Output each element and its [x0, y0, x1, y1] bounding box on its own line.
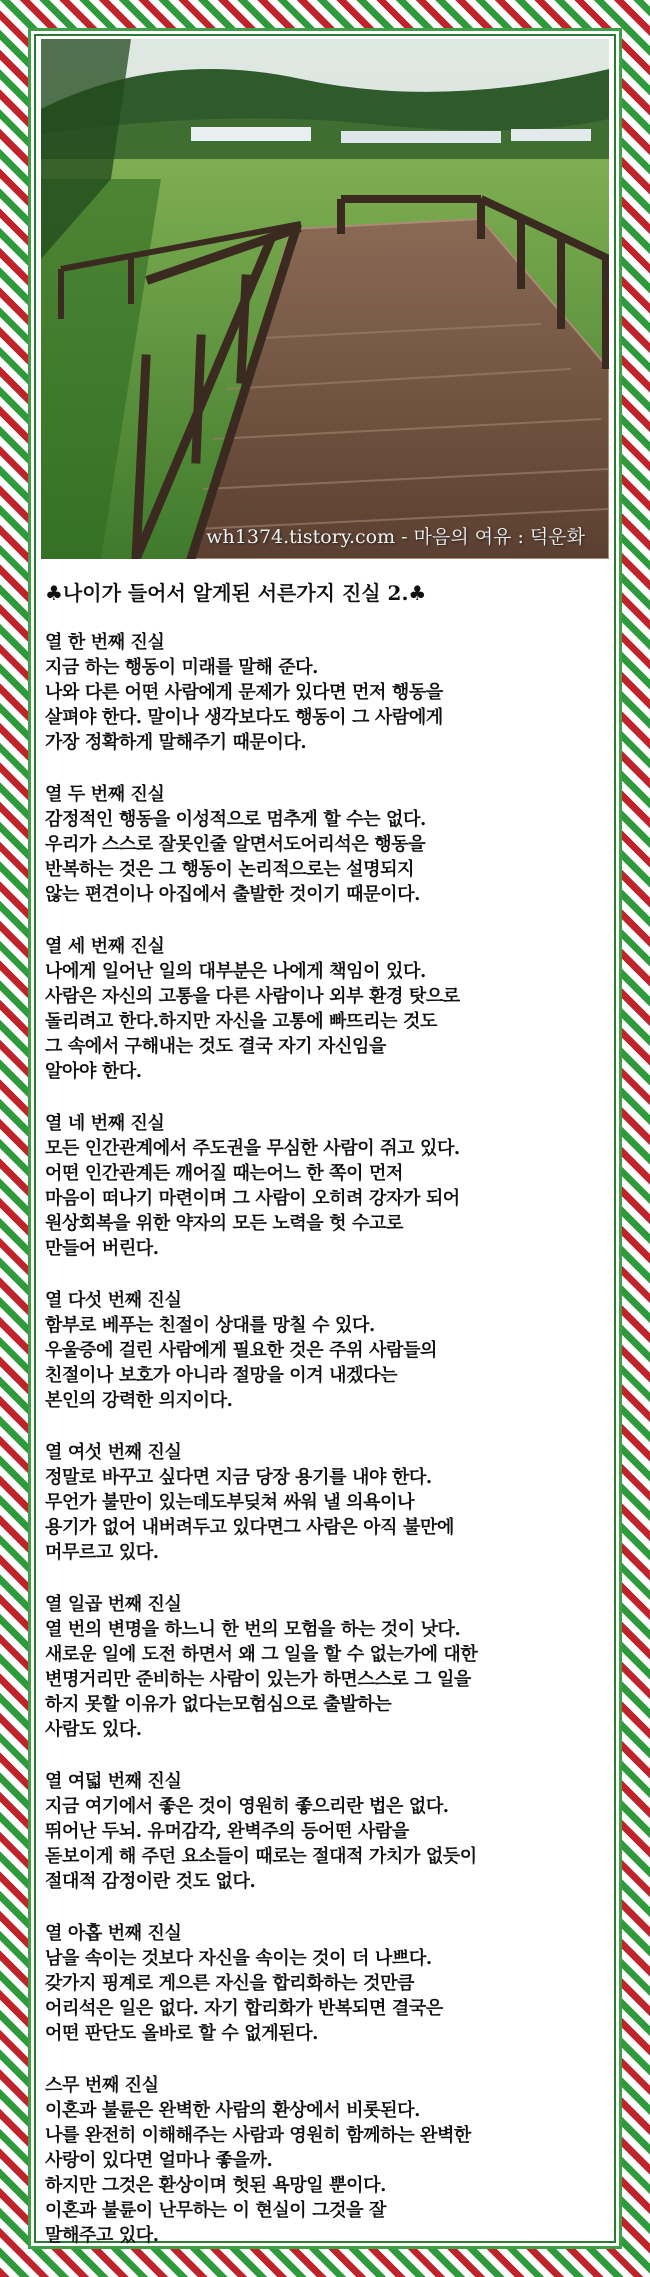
truth-line: 어떤 인간관계든 깨어질 때는어느 한 쪽이 먼저	[45, 1163, 403, 1184]
truth-18	[45, 1769, 611, 1894]
truth-title: 열 네 번째 진실	[45, 1113, 165, 1134]
truth-line: 말해주고 있다.	[45, 2225, 159, 2246]
truth-line: 절대적 감정이란 것도 없다.	[45, 1871, 256, 1892]
truth-line: 나와 다른 어떤 사람에게 문제가 있다면 먼저 행동을	[45, 682, 443, 703]
truth-line: 반복하는 것은 그 행동이 논리적으로는 설명되지	[45, 859, 415, 880]
truth-line: 하지만 그것은 환상이며 헛된 욕망일 뿐이다.	[45, 2175, 386, 2196]
truth-line: 새로운 일에 도전 하면서 왜 그 일을 할 수 없는가에 대한	[45, 1644, 478, 1665]
truth-line: 정말로 바꾸고 싶다면 지금 당장 용기를 내야 한다.	[45, 1467, 432, 1488]
truth-20	[45, 2073, 611, 2248]
truth-line: 머무르고 있다.	[45, 1542, 159, 1563]
truth-15	[45, 1288, 611, 1413]
truth-line: 돋보이게 해 주던 요소들이 때로는 절대적 가치가 없듯이	[45, 1846, 477, 1867]
truth-line: 지금 여기에서 좋은 것이 영원히 좋으리란 법은 없다.	[45, 1796, 449, 1817]
truth-line: 알아야 한다.	[45, 1061, 142, 1082]
truth-title: 열 한 번째 진실	[45, 632, 165, 653]
truth-line: 돌리려고 한다.하지만 자신을 고통에 빠뜨리는 것도	[45, 1011, 437, 1032]
truth-title: 열 여섯 번째 진실	[45, 1442, 182, 1463]
truth-13	[45, 934, 611, 1084]
truth-line: 어떤 판단도 올바로 할 수 없게된다.	[45, 2023, 319, 2044]
truth-title: 열 일곱 번째 진실	[45, 1594, 182, 1615]
truth-line: 감정적인 행동을 이성적으로 멈추게 할 수는 없다.	[45, 809, 426, 830]
boardwalk-rice-field-image	[41, 39, 609, 559]
truth-title: 스무 번째 진실	[45, 2075, 159, 2096]
truth-line: 지금 하는 행동이 미래를 말해 준다.	[45, 657, 319, 678]
truth-title: 열 두 번째 진실	[45, 784, 165, 805]
truth-line: 만들어 버린다.	[45, 1238, 159, 1259]
truth-line: 이혼과 불륜이 난무하는 이 현실이 그것을 잘	[45, 2200, 386, 2221]
truth-line: 그 속에서 구해내는 것도 결국 자기 자신임을	[45, 1036, 386, 1057]
truth-line: 남을 속이는 것보다 자신을 속이는 것이 더 나쁘다.	[45, 1948, 432, 1969]
truth-line: 뛰어난 두뇌. 유머감각, 완벽주의 등어떤 사람을	[45, 1821, 409, 1842]
truth-line: 친절이나 보호가 아니라 절망을 이겨 내겠다는	[45, 1365, 398, 1386]
boardwalk-photo	[41, 39, 609, 559]
truth-line: 마음이 떠나기 마련이며 그 사람이 오히려 강자가 되어	[45, 1188, 460, 1209]
truth-line: 무언가 불만이 있는데도부딪쳐 싸워 낼 의욕이나	[45, 1492, 415, 1513]
article-body	[45, 577, 611, 2275]
truth-line: 모든 인간관계에서 주도권을 무심한 사람이 쥐고 있다.	[45, 1138, 460, 1159]
truth-17	[45, 1592, 611, 1742]
truth-title: 열 세 번째 진실	[45, 936, 165, 957]
truth-line: 하지 못할 이유가 없다는모험심으로 출발하는	[45, 1694, 392, 1715]
truth-line: 변명거리만 준비하는 사람이 있는가 하면스스로 그 일을	[45, 1669, 471, 1690]
truth-16	[45, 1440, 611, 1565]
truth-line: 사람도 있다.	[45, 1719, 142, 1740]
truth-line: 용기가 없어 내버려두고 있다면그 사람은 아직 불만에	[45, 1517, 454, 1538]
decorative-frame	[28, 28, 622, 2249]
truth-line: 나에게 일어난 일의 대부분은 나에게 책임이 있다.	[45, 961, 426, 982]
truth-line: 원상회복을 위한 약자의 모든 노력을 헛 수고로	[45, 1213, 403, 1234]
truth-title: 열 여덟 번째 진실	[45, 1771, 182, 1792]
truth-line: 어리석은 일은 없다. 자기 합리화가 반복되면 결국은	[45, 1998, 443, 2019]
truth-12	[45, 782, 611, 907]
truth-11	[45, 630, 611, 755]
truth-line: 갖가지 핑계로 게으른 자신을 합리화하는 것만큼	[45, 1973, 415, 1994]
truth-line: 않는 편견이나 아집에서 출발한 것이기 때문이다.	[45, 884, 420, 905]
truth-line: 함부로 베푸는 친절이 상대를 망칠 수 있다.	[45, 1315, 375, 1336]
truth-line: 본인의 강력한 의지이다.	[45, 1390, 233, 1411]
truth-14	[45, 1111, 611, 1261]
truth-title: 열 아홉 번째 진실	[45, 1923, 182, 1944]
truth-line: 우리가 스스로 잘못인줄 알면서도어리석은 행동을	[45, 834, 426, 855]
truth-line: 우울증에 걸린 사람에게 필요한 것은 주위 사람들의	[45, 1340, 437, 1361]
truth-line: 가장 정확하게 말해주기 때문이다.	[45, 732, 307, 753]
truth-line: 사람은 자신의 고통을 다른 사람이나 외부 환경 탓으로	[45, 986, 460, 1007]
truth-line: 열 번의 변명을 하느니 한 번의 모험을 하는 것이 낫다.	[45, 1619, 461, 1640]
truth-title: 열 다섯 번째 진실	[45, 1290, 182, 1311]
truth-line: 살펴야 한다. 말이나 생각보다도 행동이 그 사람에게	[45, 707, 443, 728]
truth-line: 사랑이 있다면 얼마나 좋을까.	[45, 2150, 273, 2171]
article-headline: ♣나이가 들어서 알게된 서른가지 진실 2.♣	[45, 581, 427, 605]
truth-line: 나를 완전히 이해해주는 사람과 영원히 함께하는 완벽한	[45, 2125, 471, 2146]
photo-caption: wh1374.tistory.com - 마음의 여유 : 덕운화	[206, 526, 585, 548]
truth-line: 이혼과 불륜은 완벽한 사람의 환상에서 비롯된다.	[45, 2100, 420, 2121]
truth-19	[45, 1921, 611, 2046]
